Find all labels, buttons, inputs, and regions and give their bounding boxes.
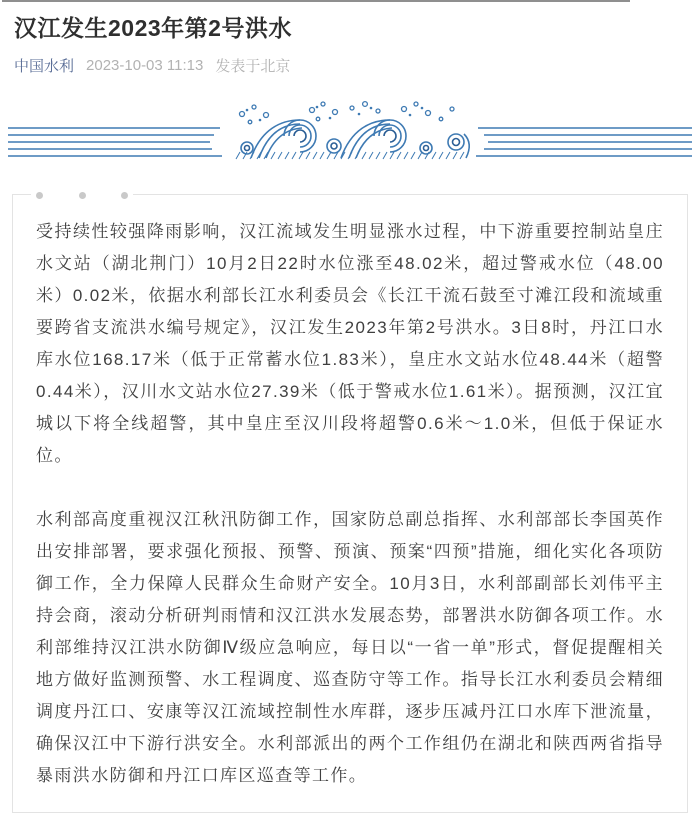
article-content-box [12,194,688,813]
account-name-link[interactable]: 中国水利 [14,58,75,76]
paragraph-1: 受持续性较强降雨影响，汉江流域发生明显涨水过程，中下游重要控制站皇庄水文站（湖北荆门）10月2日22时水位涨至48.02米，超过警戒水位（48.00米）0.02米，依据水利部长江水利委员会《长江干流石鼓至寸滩江段和流域重要跨省支流洪水编号规定》，汉江发生2023年第2号洪水。3日8时，丹江口水库水位168.17米（低于正常蓄水位1.83米），皇庄水文站水位48.44米（超警0.44米），汉川水文站水位27.39米（低于警戒水位1.61米）。据预测，汉江宜城以下将全线超警，其中皇庄至汉川段将超警0.6米～1.0米，但低于保证水位。 [36,222,664,466]
chinese-wave-divider-image [0,96,700,170]
byline [14,55,686,76]
window-dot-3-icon [121,192,128,199]
decorative-dots-strip [31,190,133,200]
article-body [36,216,664,792]
page-title: 汉江发生2023年第2号洪水 [14,15,292,41]
publish-timestamp: 2023-10-03 11:13 [86,57,204,75]
window-dot-1-icon [36,192,43,199]
cropped-top-edge-remnant [2,0,630,2]
article-header [0,0,700,76]
window-dot-2-icon [79,192,86,199]
paragraph-2: 水利部高度重视汉江秋汛防御工作，国家防总副总指挥、水利部部长李国英作出安排部署，要求强化预报、预警、预演、预案“四预”措施，细化实化各项防御工作，全力保障人民群众生命财产安全。10月3日，水利部副部长刘伟平主持会商，滚动分析研判雨情和汉江洪水发展态势，部署洪水防御各项工作。水利部维持汉江洪水防御Ⅳ级应急响应，每日以“一省一单”形式，督促提醒相关地方做好监测预警、水工程调度、巡查防守等工作。指导长江水利委员会精细调度丹江口、安康等汉江流域控制性水库群，逐步压减丹江口水库下泄流量，确保汉江中下游行洪安全。水利部派出的两个工作组仍在湖北和陕西两省指导暴雨洪水防御和丹江口库区巡查等工作。 [36,510,664,786]
publish-location: 发表于北京 [215,58,291,76]
